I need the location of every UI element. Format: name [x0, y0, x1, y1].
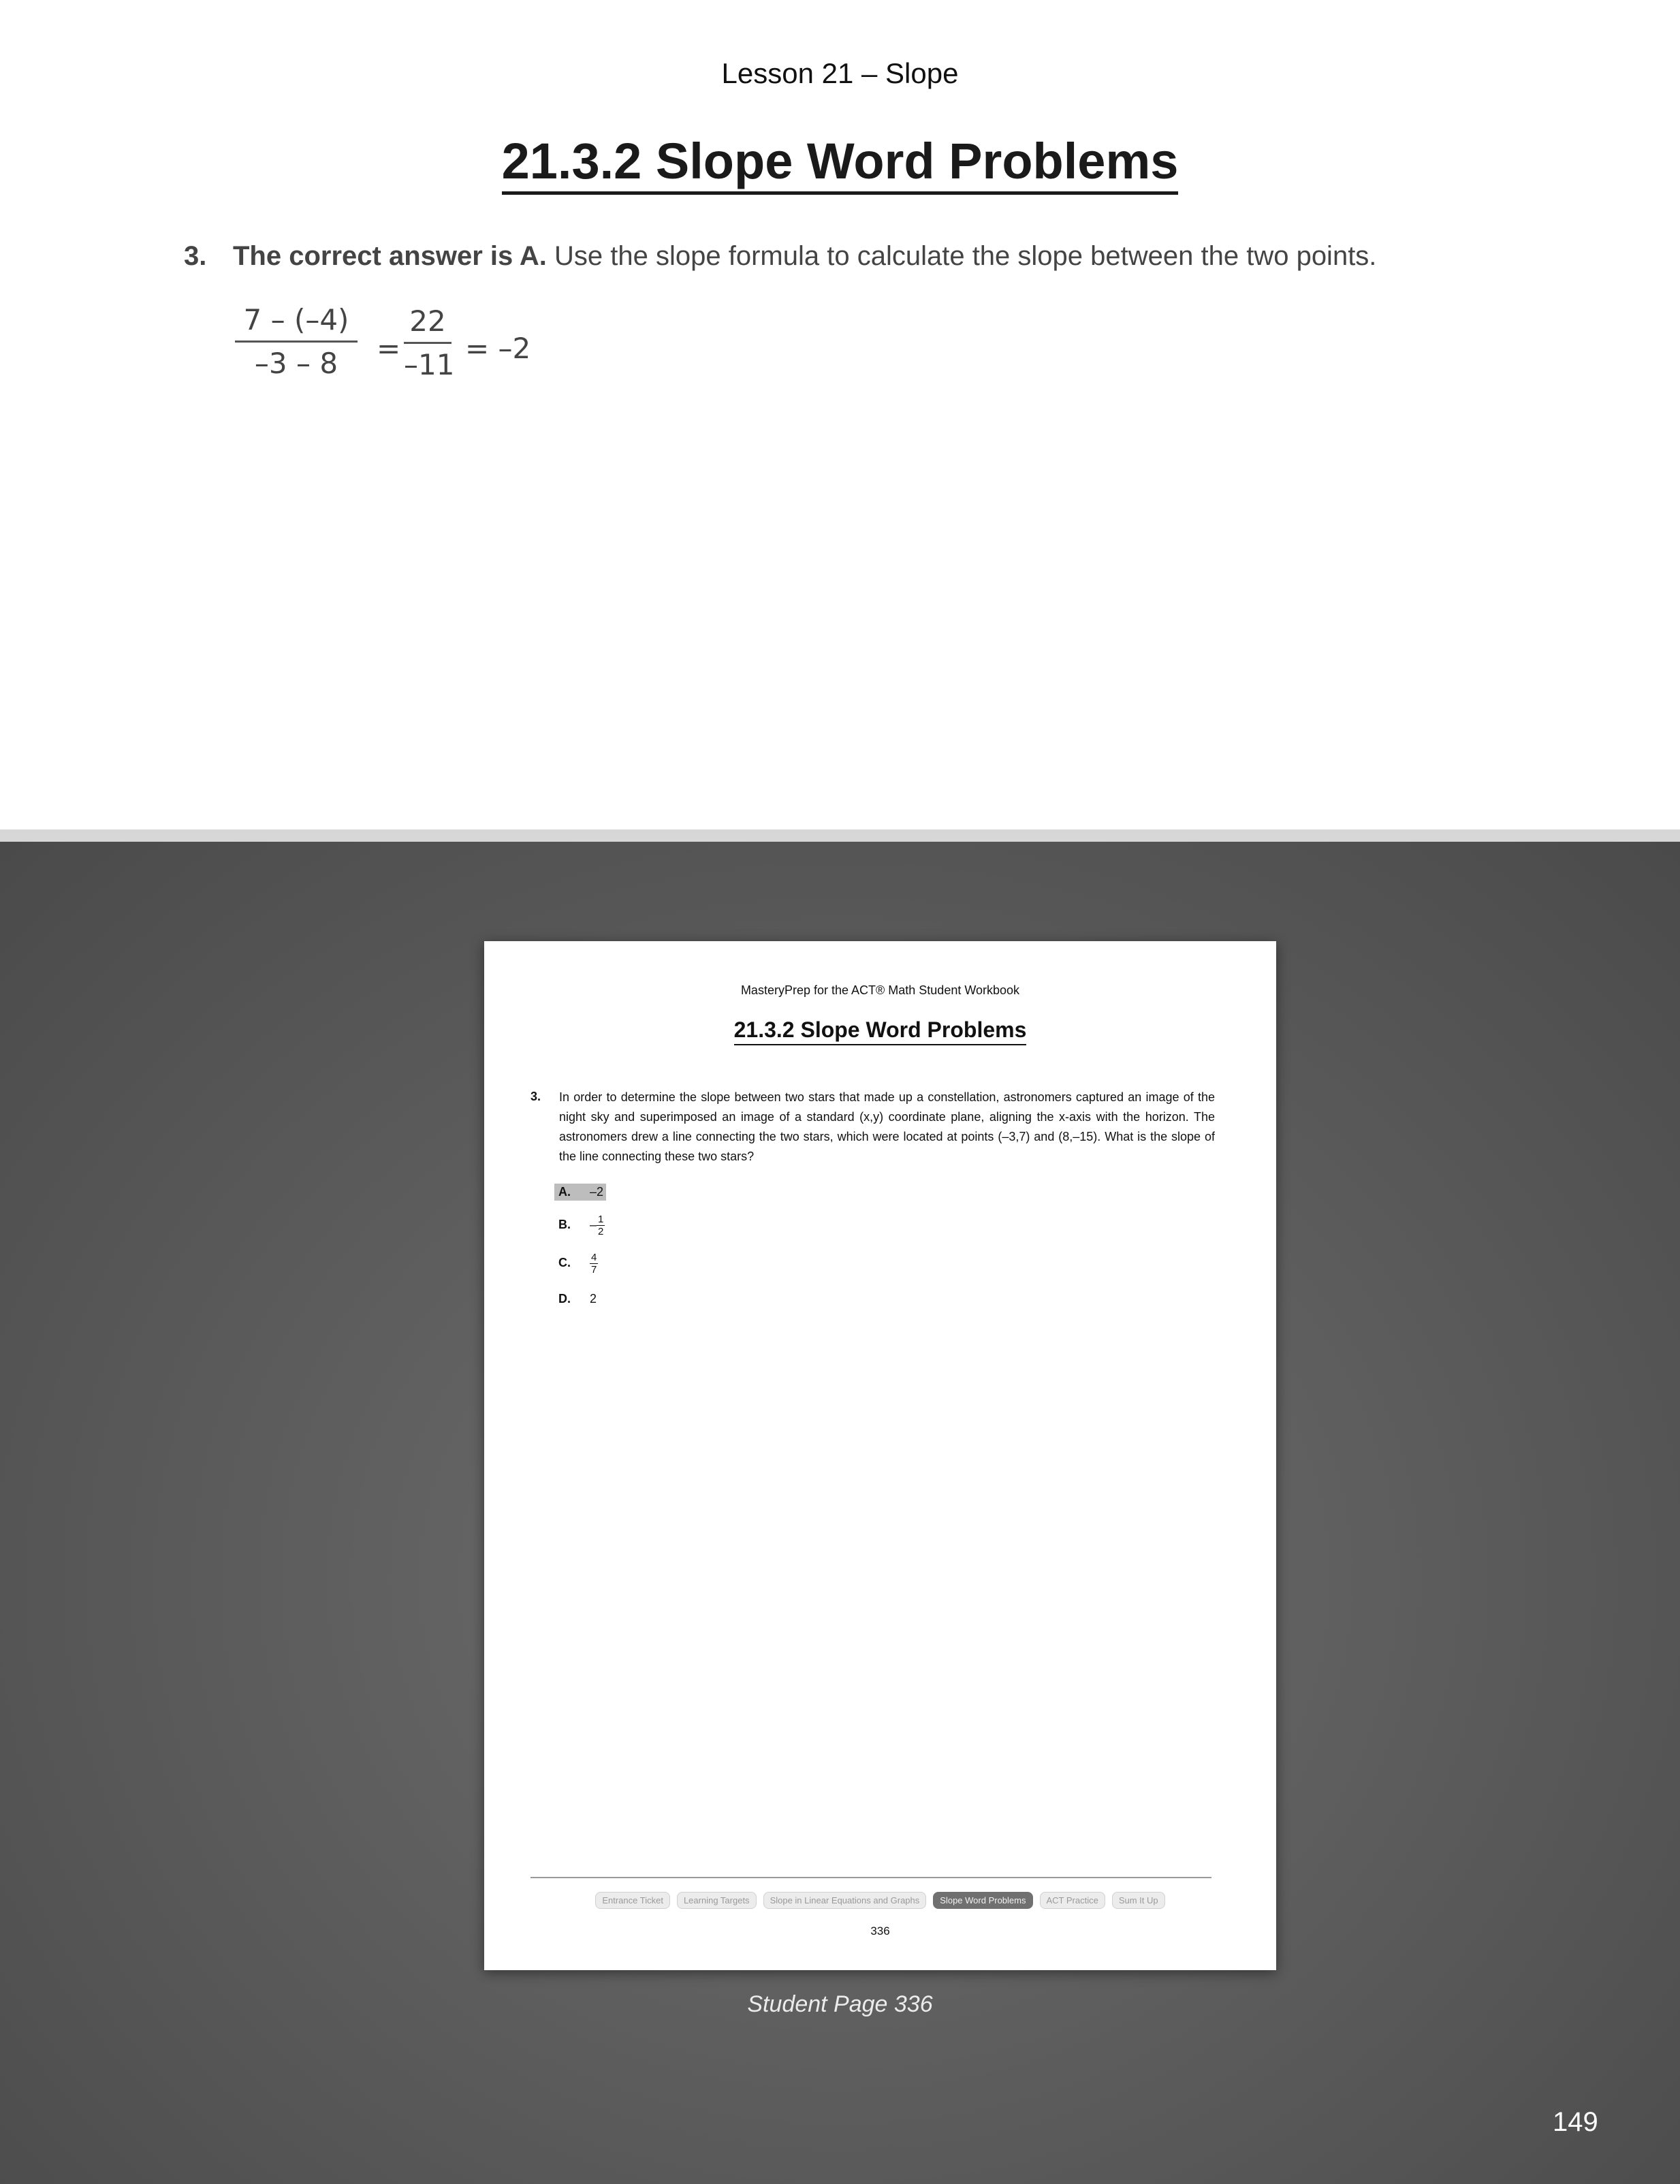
- section-divider: [0, 829, 1680, 842]
- lesson-nav-tabs: [484, 1892, 1276, 1909]
- answer-explanation: [184, 241, 1376, 272]
- choice-c-numerator: 4: [591, 1252, 597, 1263]
- tab-slope-word-problems[interactable]: Slope Word Problems: [933, 1892, 1032, 1909]
- equals-sign: =: [377, 332, 401, 365]
- student-page-caption: Student Page 336: [747, 1991, 933, 2017]
- choice-d: [554, 1292, 597, 1306]
- choice-b-fraction: [597, 1214, 605, 1237]
- answer-text: Use the slope formula to calculate the slope between the two points.: [546, 241, 1377, 271]
- answer-key-section: [0, 0, 1680, 829]
- section-title-text: 21.3.2 Slope Word Problems: [502, 133, 1179, 195]
- choice-a: [554, 1184, 606, 1201]
- tab-learning-targets[interactable]: Learning Targets: [677, 1892, 757, 1909]
- choice-b-denominator: 2: [598, 1226, 604, 1237]
- choice-c-denominator: 7: [591, 1264, 597, 1276]
- choice-c-fraction: [590, 1252, 598, 1276]
- student-page-title-text: 21.3.2 Slope Word Problems: [734, 1017, 1027, 1045]
- student-page-thumbnail: [484, 941, 1276, 1970]
- question-number: 3.: [530, 1090, 541, 1103]
- answer-lead: The correct answer is A.: [233, 241, 547, 271]
- student-page-title: [484, 1017, 1276, 1045]
- choice-b: [554, 1214, 605, 1237]
- choice-a-label: A.: [558, 1185, 571, 1199]
- fraction-1-numerator: 7 – (–4): [235, 303, 358, 343]
- answer-number: 3.: [184, 241, 207, 271]
- tab-sum-it-up[interactable]: Sum It Up: [1112, 1892, 1165, 1909]
- choice-d-label: D.: [558, 1292, 571, 1305]
- workbook-header: MasteryPrep for the ACT® Math Student Workbook: [740, 983, 1020, 997]
- choice-c-label: C.: [558, 1256, 571, 1270]
- tab-act-practice[interactable]: ACT Practice: [1040, 1892, 1105, 1909]
- student-page-number: 336: [870, 1925, 890, 1937]
- tab-slope-linear-equations[interactable]: Slope in Linear Equations and Graphs: [763, 1892, 927, 1909]
- lesson-header: Lesson 21 – Slope: [721, 57, 959, 89]
- choice-d-value: 2: [590, 1292, 597, 1305]
- question-text: In order to determine the slope between two stars that made up a constellation, astronomers captured an image of the night sky and superimposed an image of a standard (x,y) coordinate plane, aligning the x-axis with the horizon. The astronomers drew a line connecting the two stars, which were located at points (–3,7) and (8,–15). What is the slope of the line connecting these two stars?: [559, 1090, 1215, 1163]
- choice-b-sign: –: [590, 1218, 597, 1232]
- choice-b-numerator: 1: [598, 1214, 604, 1225]
- tab-entrance-ticket[interactable]: Entrance Ticket: [595, 1892, 670, 1909]
- fraction-2-denominator: –11: [404, 348, 455, 381]
- page-number: 149: [1553, 2107, 1598, 2137]
- fraction-2: [404, 304, 455, 381]
- choice-a-value: –2: [590, 1185, 604, 1199]
- section-title: [0, 133, 1680, 195]
- result: = –2: [465, 332, 531, 365]
- fraction-1-denominator: –3 – 8: [254, 347, 338, 380]
- choice-c: [554, 1252, 598, 1276]
- fraction-2-numerator: 22: [404, 304, 451, 344]
- footer-rule: [530, 1877, 1211, 1878]
- fraction-1: [235, 303, 358, 380]
- choice-b-label: B.: [558, 1218, 571, 1232]
